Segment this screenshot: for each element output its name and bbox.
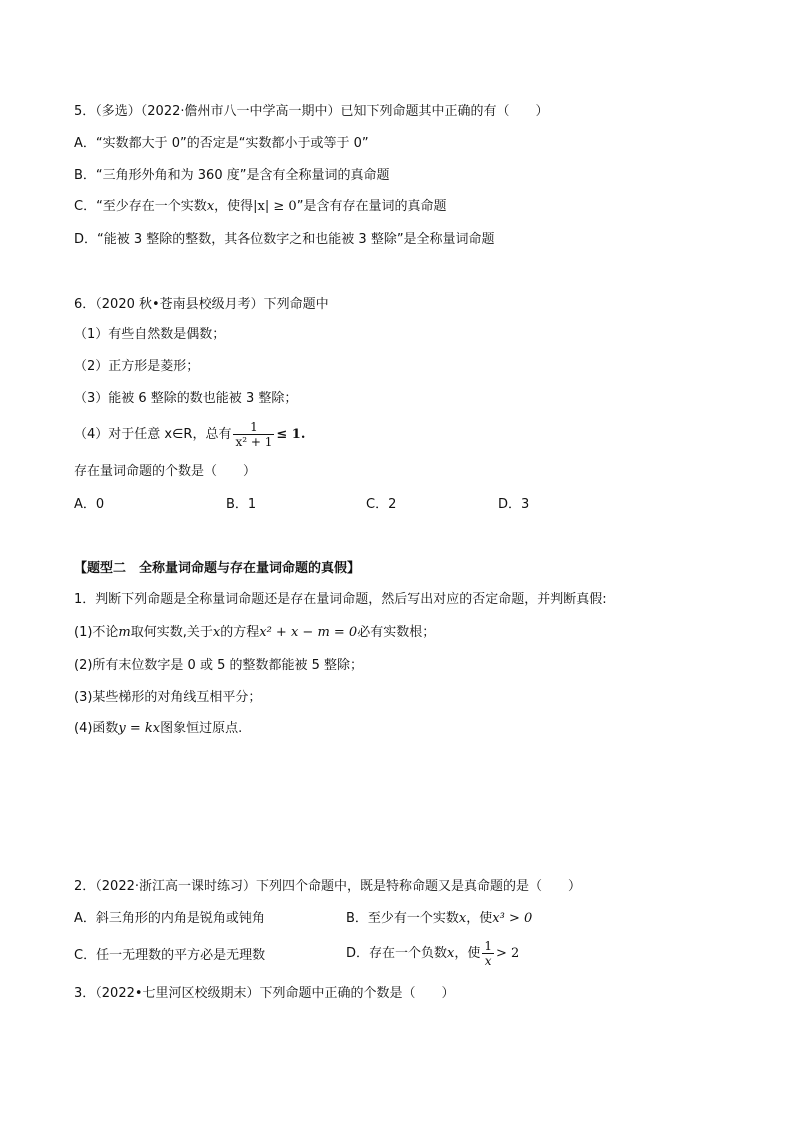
q6-item-4: （4）对于任意 x∈R，总有 $\frac{1}{\text{x² + 1}}$ ≤ 1.: [74, 420, 306, 449]
q5-option-b: B．“三角形外角和为 360 度”是含有全称量词的真命题: [74, 168, 390, 183]
q6-option-c: C．2: [366, 497, 397, 512]
s2-option-c: C．任一无理数的平方必是无理数: [74, 948, 266, 963]
s3-stem: 3．（2022•七里河区校级期末）下列命题中正确的个数是（ ）: [74, 986, 455, 1001]
s1-item-3: (3)某些梯形的对角线互相平分；: [74, 690, 262, 705]
s1-item-1: (1)不论m取何实数,关于x的方程x² + x − m = 0必有实数根；: [74, 625, 436, 640]
q6-fraction: $\frac{1}{\text{x² + 1}}$: [235, 420, 273, 449]
s2-option-a: A．斜三角形的内角是锐角或钝角: [74, 911, 265, 926]
q6-option-b: B．1: [226, 497, 257, 512]
s1-item-4: (4)函数y = kx图象恒过原点.: [74, 721, 243, 736]
q6-item-2: （2）正方形是菱形；: [74, 359, 200, 374]
section-title: 【题型二 全称量词命题与存在量词命题的真假】: [74, 561, 361, 576]
q5-option-d: D．“能被 3 整除的整数，其各位数字之和也能被 3 整除”是全称量词命题: [74, 232, 495, 247]
s1-item-2: (2)所有末位数字是 0 或 5 的整数都能被 5 整除；: [74, 658, 364, 673]
q6-item-1: （1）有些自然数是偶数；: [74, 327, 226, 342]
s2-fraction: $\frac{1}{x}$: [484, 939, 493, 968]
q6-question: 存在量词命题的个数是（ ）: [74, 464, 257, 479]
q5-stem: 5．（多选）（2022·儋州市八一中学高一期中）已知下列命题其中正确的有（ ）: [74, 104, 549, 119]
q5-option-c: C．“至少存在一个实数x，使得|x| ≥ 0”是含有存在量词的真命题: [74, 199, 447, 214]
s1-stem: 1．判断下列命题是全称量词命题还是存在量词命题，然后写出对应的否定命题，并判断真假:: [74, 592, 607, 607]
q5-option-a: A．“实数都大于 0”的否定是“实数都小于或等于 0”: [74, 136, 369, 151]
s2-stem: 2．（2022·浙江高一课时练习）下列四个命题中，既是特称命题又是真命题的是（ ）: [74, 879, 581, 894]
q6-stem: 6．（2020 秋•苍南县校级月考）下列命题中: [74, 297, 329, 312]
s2-option-d: D．存在一个负数x，使 $\frac{1}{x}$ > 2: [346, 939, 520, 968]
q6-option-a: A．0: [74, 497, 105, 512]
q6-item-3: （3）能被 6 整除的数也能被 3 整除；: [74, 391, 298, 406]
s2-option-b: B．至少有一个实数x，使x³ > 0: [346, 911, 533, 926]
q6-option-d: D．3: [498, 497, 530, 512]
